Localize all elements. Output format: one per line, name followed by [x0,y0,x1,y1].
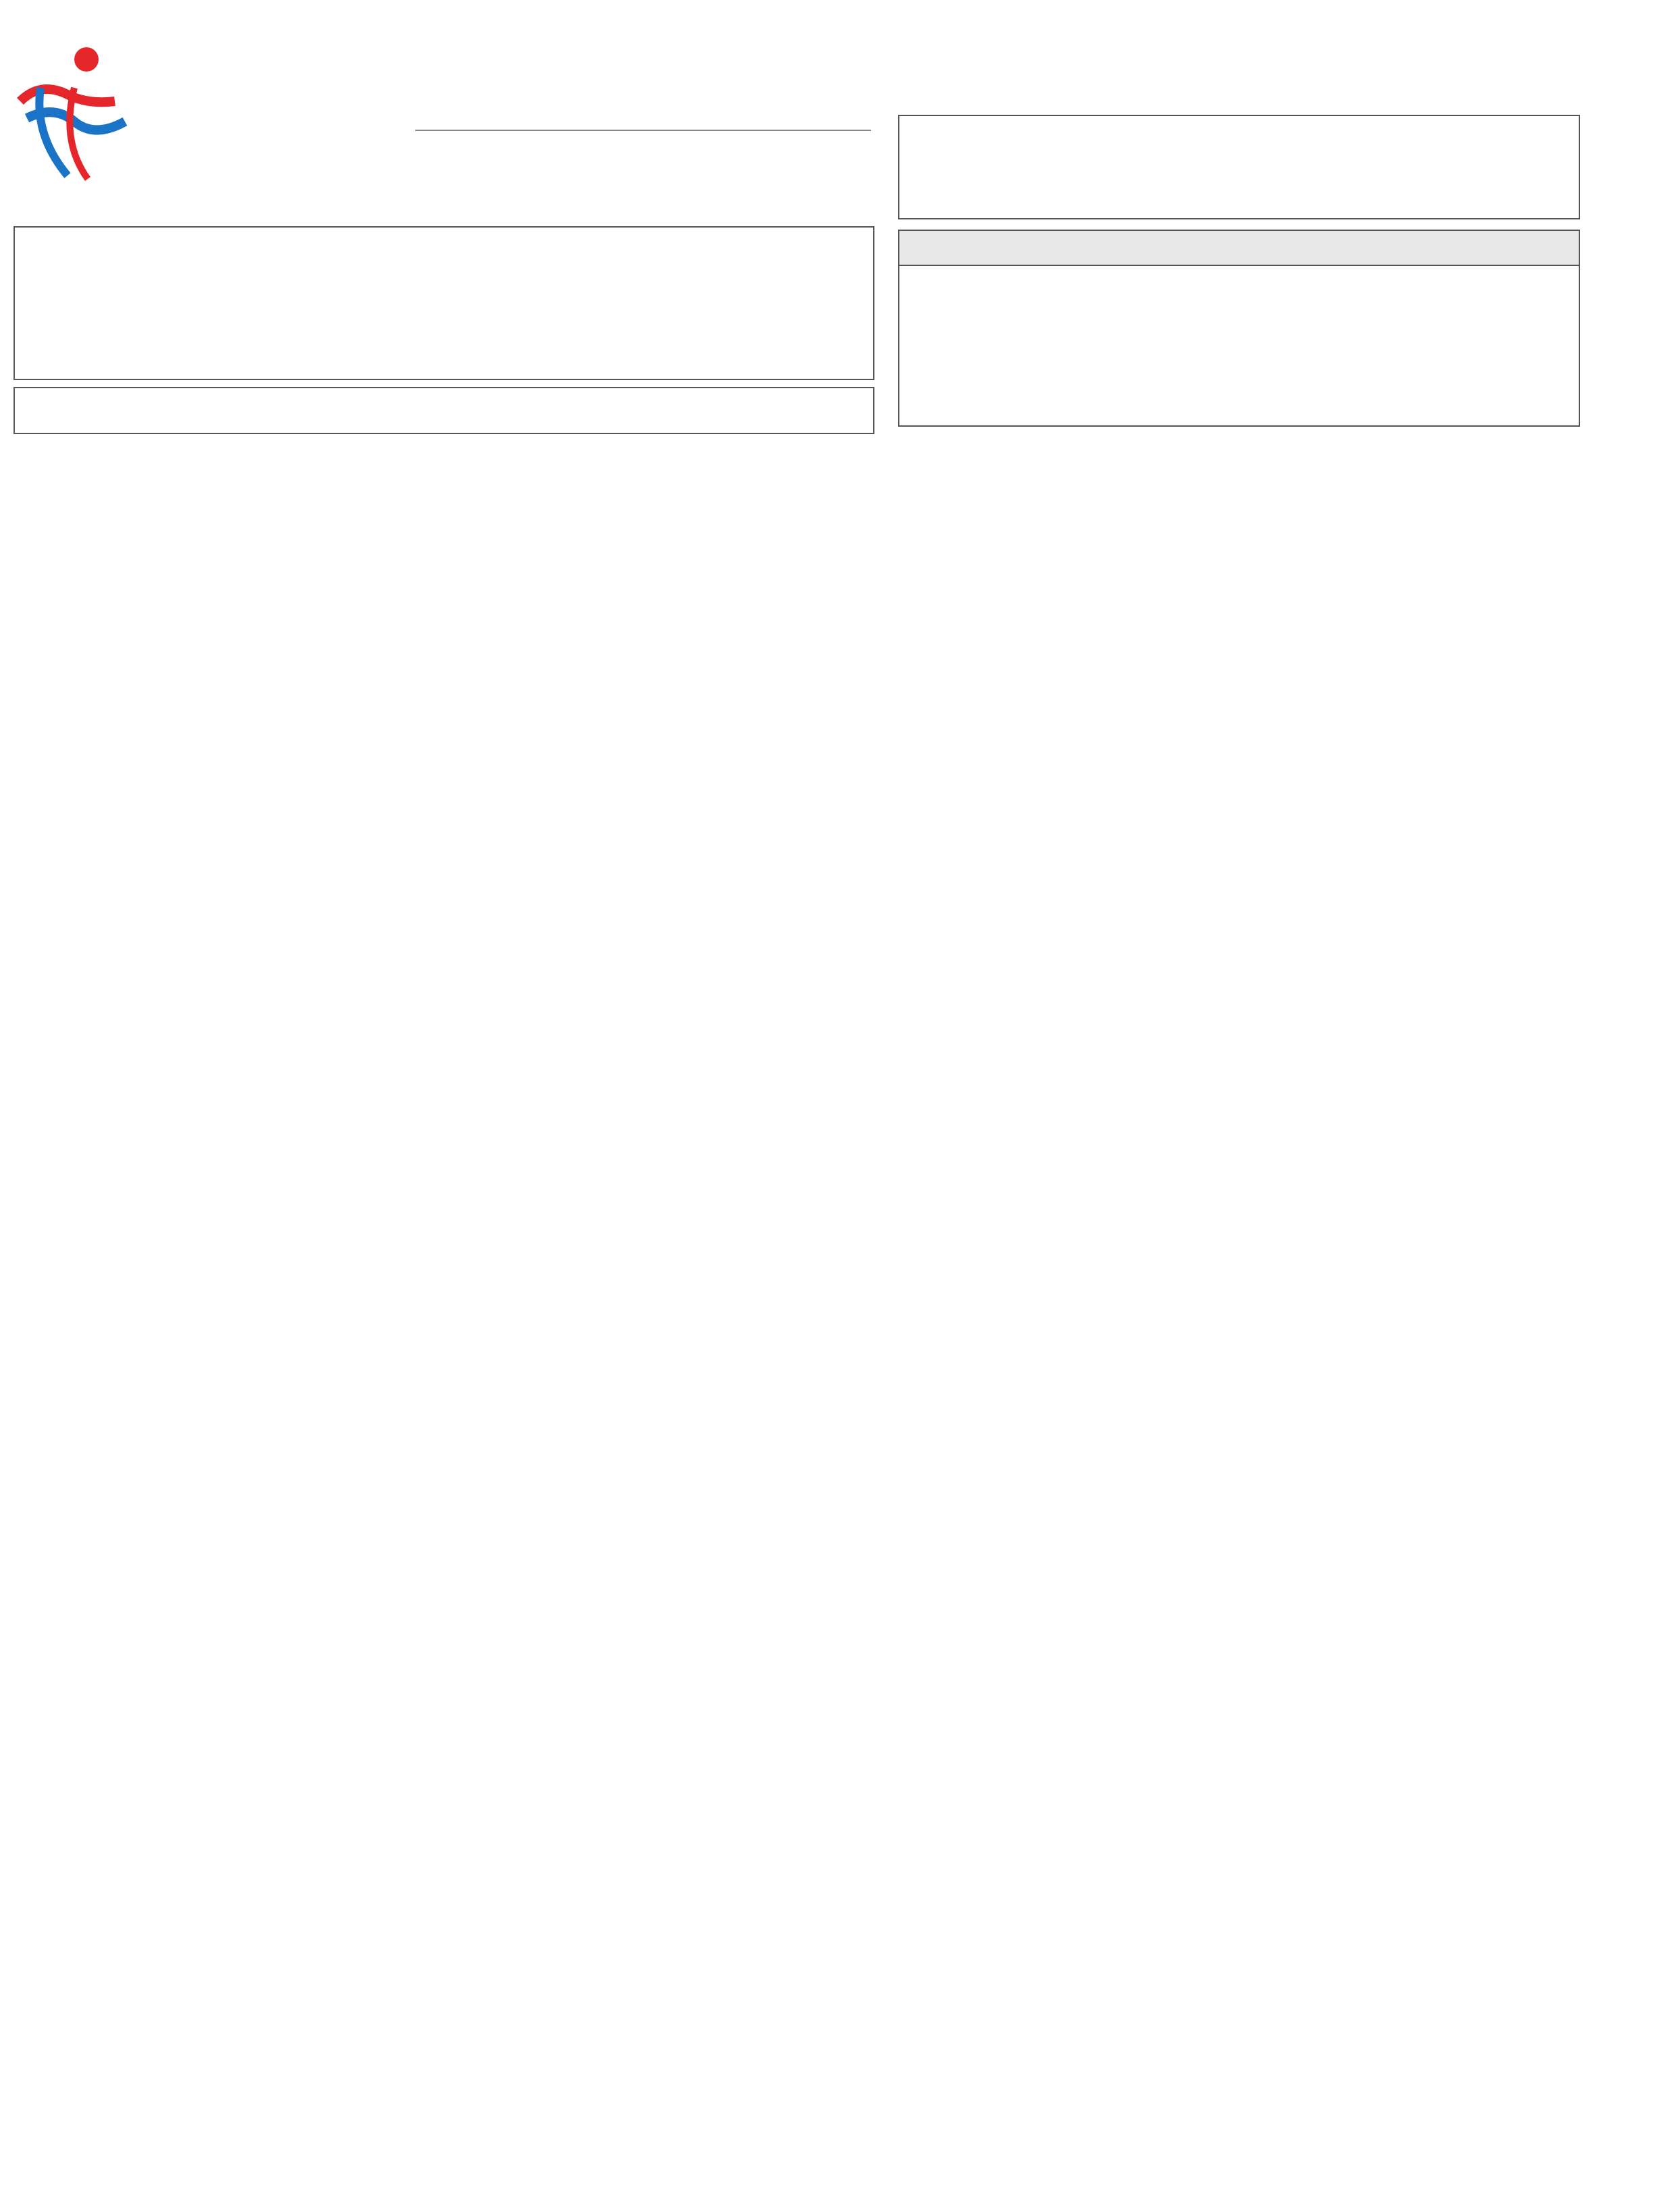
match-result-box [898,115,1580,219]
match-info-box [14,226,874,380]
sets-table-header [899,231,1579,266]
sets-table [898,230,1580,427]
referees-box [14,387,874,434]
championship-logo [14,41,135,182]
header-divider [415,130,871,131]
